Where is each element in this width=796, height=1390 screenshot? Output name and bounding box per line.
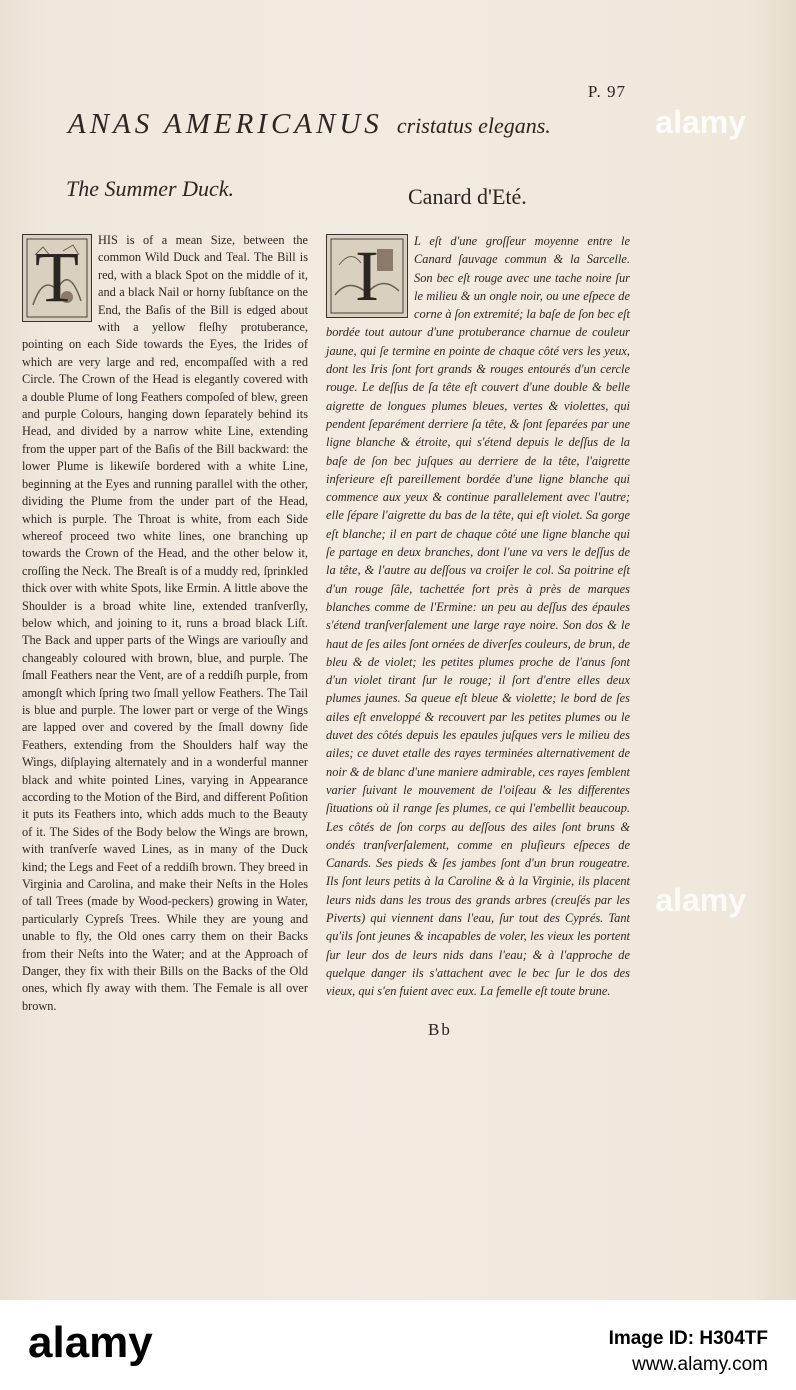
initial-letter-english: T <box>35 237 79 318</box>
image-id: Image ID: H304TF <box>608 1328 768 1349</box>
stock-footer <box>0 1300 796 1390</box>
watermark-top: alamy <box>655 104 746 140</box>
subtitle-english: The Summer Duck. <box>66 176 235 201</box>
english-column <box>22 232 308 1015</box>
french-description: L eſt d'une groſſeur moyenne entre le Canard ſauvage commun & la Sarcelle. Son bec eſt rouge avec une tache noire ſur le milieu & un ongle noir, ou une eſpece de corne à ſon extremité; la baſe de ſon bec eſt bordée tout autour d'une protuberance charnue de couleur jaune, qui ſe termine en pointe de chaque côté vers les yeux, dont les Iris ſont fort grands & rouges entourés d'un cercle rouge. Le deſſus de ſa tête eſt couvert d'une double & belle aigrette de longues plumes bleues, vertes & violettes, qui pendent ſeparément derriere ſa tête, & ſont ſeparées par une ligne blanche & étroite, qui s'étend depuis le deſſus de la baſe de ſon bec juſques au derriere de la tête, l'aigrette inferieure eſt pareillement bordée d'une ligne blanche qui commence aux yeux & continue parallelement avec l'autre; elle ſépare l'aigrette du bas de la tête, qui eſt violet. Sa gorge eſt blanche; il en part de chaque côté une ligne blanche qui ſe partage en deux branches, dont l'une va vers le deſſus de la tête, & l'autre au deſſous va croiſer le col. Sa poitrine eſt d'un rouge ſâle, tachettée fort près à près de marques blanches comme de l'Ermine: un peu au deſſus des épaules s'étend tranſverſalement une large raye noire. Son dos & le haut de ſes ailes ſont ornées de diverſes couleurs, de brun, de bleu & de violet; les petites plumes proche de l'anus ſont d'un violet tirant ſur le rouge; il ſort d'entre elles deux plumes jaunes. Sa queue eſt bleue & violette; le bord de ſes ailes eſt enveloppé & recouvert par les petites plumes ou le duvet des côtés depuis les epaules juſques vers le milieu des ailes; ce duvet etalle des rayes terminées alternativement de noir & de blanc d'une maniere admirable, ces rayes ſemblent varier ſuivant le mouvement de l'oiſeau & les differentes ſituations où il range ſes plumes, ce qui l'embellit beaucoup. Les côtés de ſon corps au deſſous des ailes ſont bruns & ondés tranſverſalement, comme en pluſieurs eſpeces de Canards. Ses pieds & ſes jambes ſont d'un brun rougeatre. Ils ſont leurs petits à la Caroline & à la Virginie, ils placent leurs nids dans les trous des grands arbres (creuſés par les Piverts) qui viennent dans l'eau, ſur tout des Cyprés. Tant qu'ils ſont jeunes & incapables de voler, les vieux les portent ſur leur dos de leurs nids dans l'eau; & à l'approche de quelque danger ils s'attachent avec le bec ſur le dos des vieux, qui s'en fuient avec eux. La femelle eſt toute brune. <box>326 234 630 999</box>
decorated-initial-english <box>22 234 92 322</box>
french-column <box>326 232 630 1000</box>
decorated-initial-french <box>326 234 408 318</box>
image-id-block <box>609 1328 768 1376</box>
page-number: P. 97 <box>587 82 626 101</box>
page-title <box>68 108 748 141</box>
site-url: www.alamy.com <box>632 1354 768 1375</box>
english-description: HIS is of a mean Size, between the common Wild Duck and Teal. The Bill is red, with a black Spot on the middle of it, and a black Nail or horny ſubſtance on the End, the Baſis of the Bill is edged about with a yellow fleſhy protuberance, pointing on each Side towards the Eyes, the Irides of which are very large and red, encompaſſed with a red Circle. The Crown of the Head is elegantly covered with a double Plume of long Feathers compoſed of blew, green and purple Colours, hanging down ſeparately behind its Head, and divided by a narrow white Line, extending from the upper part of the Baſis of the Bill backward: the lower Plume is likewiſe bordered with a white Line, beginning at the Eyes and running parallel with the other, dividing the Plume from the under part of the Head, which is purple. The Throat is white, from each Side whereof proceed two white lines, one branching up towards the Crown of the Head, and the other below it, croſſing the Neck. The Breaſt is of a muddy red, ſprinkled thick over with white Spots, like Ermin. A little above the Shoulder is a broad white line, extended tranſverſly, below which, and joining to it, runs a broad black Liſt. The Back and upper parts of the Wings are variouſly and changeably coloured with brown, blue, and purple. The ſmall Feathers near the Vent, are of a reddiſh purple, from amongſt which ſpring two ſmall yellow Feathers. The Tail is blue and purple. The lower part or verge of the Wings are lapped over and covered by the ſmall downy ſide Feathers, extending from the Shoulders half way the Wings, diſplaying alternately and in a wonderful manner black and white pointed Lines, varying in Appearance according to the Motion of the Bird, and different Poſition it puts its Feathers into, which adds much to the Beauty of it. The Sides of the Body below the Wings are brown, with tranſverſe waved Lines, as in many of the Duck kind; the Legs and Feet of a reddiſh brown. They breed in Virginia and Carolina, and make their Neſts in the Holes of tall Trees (made by Wood-peckers) growing in Water, particularly Cypreſs Trees. While they are young and unable to fly, the Old ones carry them on their Backs from their Neſts into the Water; and at the Approach of Danger, they fix with their Bills on the Backs of the Old ones, which fly away with them. The Female is all over brown. <box>22 233 308 1013</box>
alamy-logo: alamy <box>28 1318 153 1367</box>
initial-letter-french: I <box>355 235 379 316</box>
watermark-middle: alamy <box>655 882 746 918</box>
title-latin-2: cristatus elegans. <box>396 113 551 138</box>
subtitle-french: Canard d'Eté. <box>408 184 527 209</box>
signature-mark: Bb <box>428 1020 452 1039</box>
title-latin: ANAS AMERICANUS <box>68 108 383 140</box>
